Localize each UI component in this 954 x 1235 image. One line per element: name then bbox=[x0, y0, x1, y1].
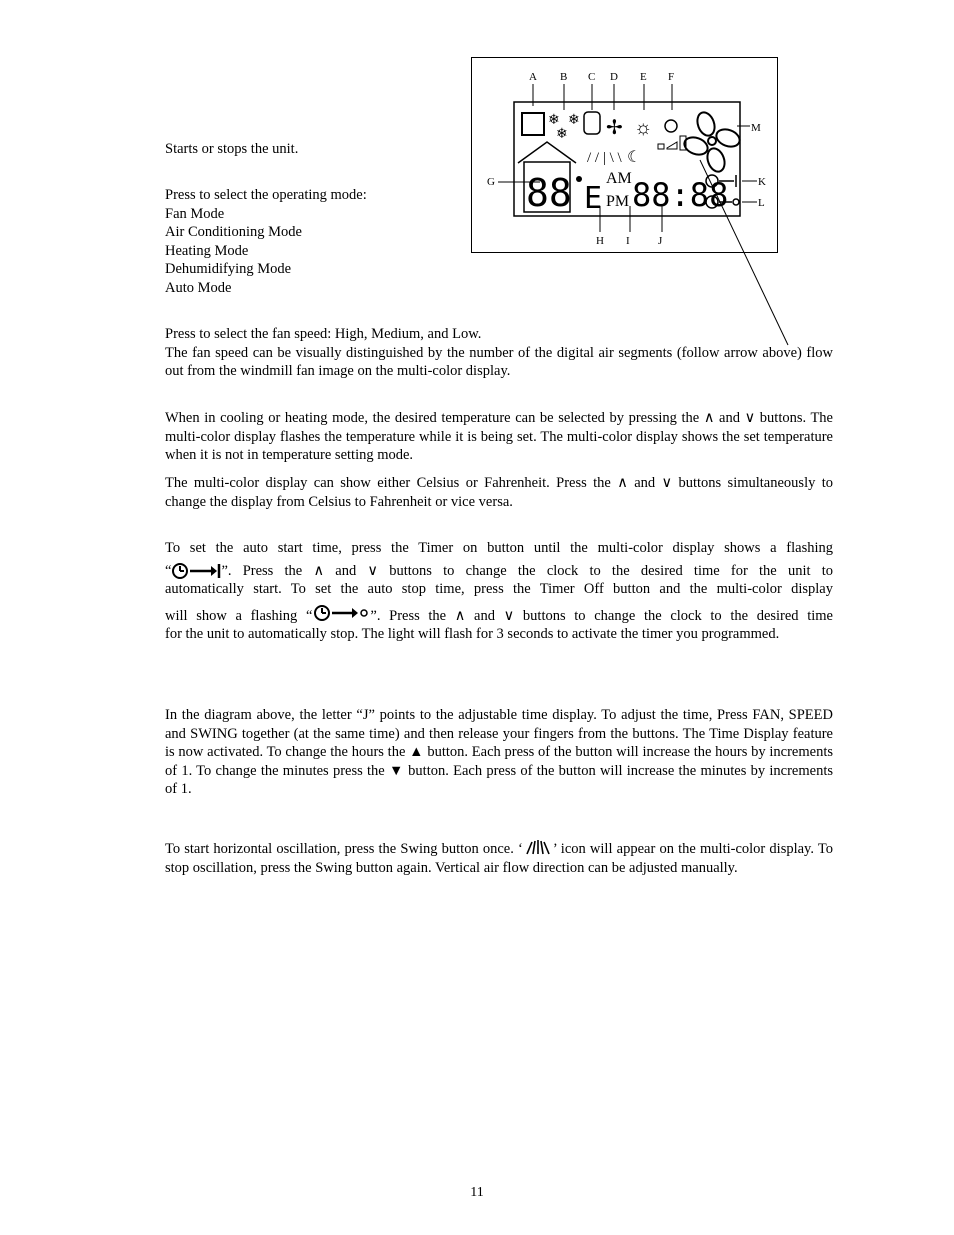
swing-paragraph: To start horizontal oscillation, press the Swing button once. ‘ ’ icon will appear on the multi-color display. To stop oscillation, press the Swing button again. Vertical air flow direction can be adjusted manually. bbox=[165, 840, 833, 877]
pm-label: PM bbox=[606, 193, 630, 210]
fan-description: The fan speed can be visually distinguished by the number of the digital air segments (follow arrow above) flow out from the windmill fan image on the multi-color display. bbox=[165, 344, 833, 380]
label-i: I bbox=[626, 235, 630, 247]
svg-text:88:88: 88:88 bbox=[632, 176, 729, 214]
mode-item: Fan Mode bbox=[165, 205, 225, 222]
svg-text:❄: ❄ bbox=[548, 113, 560, 128]
timer-line: To set the auto start time, press the Timer on button until the multi-color display shows a flashing bbox=[165, 540, 833, 556]
label-k: K bbox=[758, 176, 766, 188]
sun-icon: ☼ bbox=[634, 117, 653, 139]
label-l: L bbox=[758, 197, 765, 209]
label-d: D bbox=[610, 71, 618, 83]
swing-icon bbox=[523, 838, 553, 856]
mode-item: Air Conditioning Mode bbox=[165, 224, 302, 241]
timer-line: for the unit to automatically stop. The light will flash for 3 seconds to activate the timer you programmed. bbox=[165, 626, 780, 643]
label-m: M bbox=[751, 122, 761, 134]
timer-line: automatically start. To set the auto stop time, press the Timer Off button and the multi-color display bbox=[165, 581, 833, 598]
mode-item: Auto Mode bbox=[165, 279, 232, 296]
svg-text:❄: ❄ bbox=[568, 113, 580, 128]
label-b: B bbox=[560, 71, 568, 83]
mode-intro: Press to select the operating mode: bbox=[165, 187, 367, 203]
fan-section bbox=[165, 325, 833, 381]
label-c: C bbox=[588, 71, 596, 83]
timer-on-icon bbox=[171, 562, 221, 580]
label-g: G bbox=[487, 176, 495, 188]
mode-section bbox=[165, 186, 833, 298]
temp-paragraph-1: When in cooling or heating mode, the desired temperature can be selected by pressing the ∧ and ∨ buttons. The multi-color display flashes the temperature while it is being set. The multi-color display shows the set temperature when it is not in temperature setting mode. bbox=[165, 410, 833, 464]
svg-text:88: 88 bbox=[526, 171, 572, 215]
label-f: F bbox=[668, 71, 675, 83]
swing-icon: / / | \ \ bbox=[587, 150, 622, 166]
fan-small-icon: ✢ bbox=[606, 117, 623, 139]
am-label: AM bbox=[606, 170, 632, 187]
error-char: E bbox=[584, 181, 603, 216]
power-text: Starts or stops the unit. bbox=[165, 141, 299, 157]
svg-text:❄: ❄ bbox=[556, 127, 568, 142]
mode-item: Dehumidifying Mode bbox=[165, 261, 292, 278]
label-a: A bbox=[529, 71, 537, 83]
label-e: E bbox=[640, 71, 647, 83]
timer-section bbox=[165, 539, 833, 644]
fan-segment-arrow bbox=[0, 0, 954, 360]
page-number: 11 bbox=[470, 1185, 484, 1200]
mode-item: Heating Mode bbox=[165, 242, 249, 259]
clock-paragraph: In the diagram above, the letter “J” points to the adjustable time display. To adjust the time, Press FAN, SPEED and SWING together (at the same time) and then release your fingers from the buttons. The Time Display feature is now activated. To change the hours the ▲ button. Each press of the button will increase the hours by increments of 1. To change the minutes press the ▼ button. Each press of the button will increase the minutes by increments of 1. bbox=[165, 707, 833, 798]
fan-intro: Press to select the fan speed: High, Medium, and Low. bbox=[165, 326, 482, 342]
moon-icon: ☾ bbox=[627, 149, 642, 166]
timer-off-icon bbox=[312, 603, 370, 623]
temp-paragraph-2: The multi-color display can show either Celsius or Fahrenheit. Press the ∧ and ∨ buttons simultaneously to change the display from Celsius to Fahrenheit or vice versa. bbox=[165, 475, 833, 510]
label-h: H bbox=[596, 235, 604, 247]
label-j: J bbox=[658, 235, 663, 247]
timer-line: “ ”. Press the ∧ and ∨ buttons to change the clock to the desired time for the unit to bbox=[165, 562, 833, 579]
timer-line: will show a flashing “ ”. Press the ∧ and ∨ buttons to change the clock to the desired time bbox=[165, 607, 833, 626]
